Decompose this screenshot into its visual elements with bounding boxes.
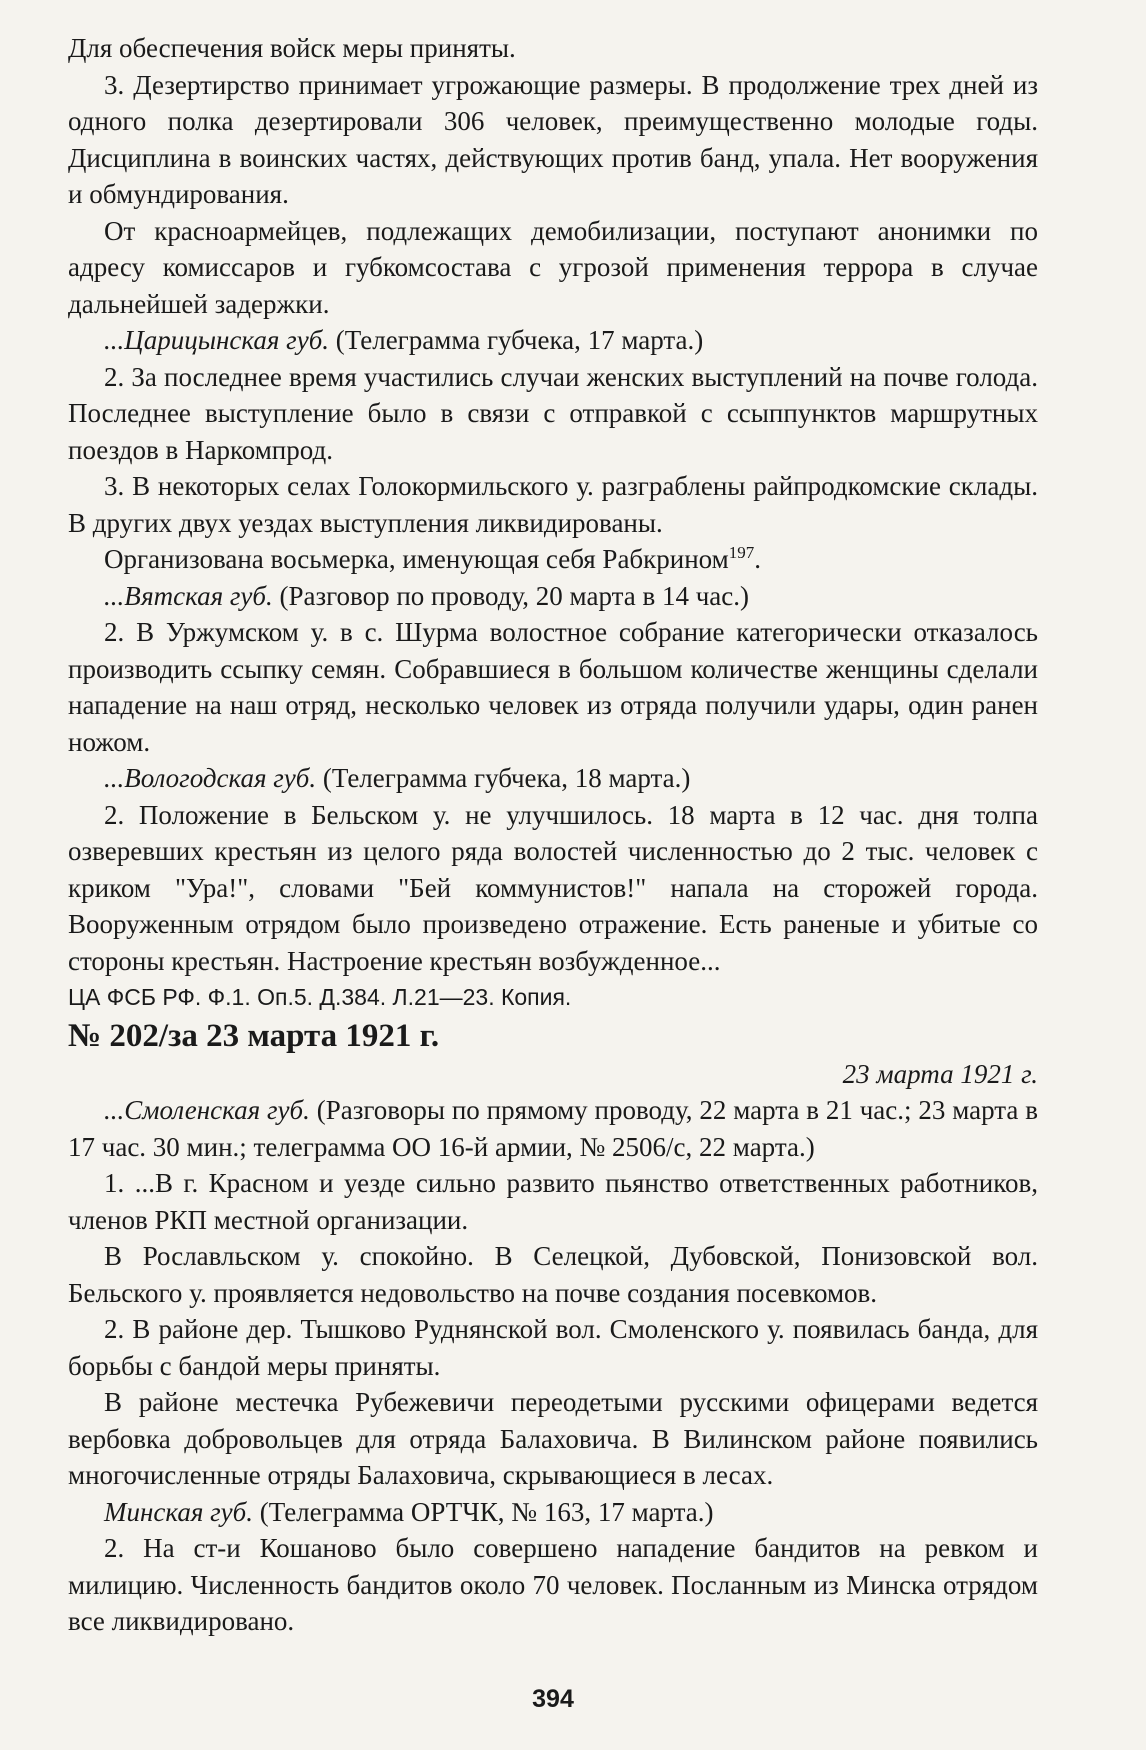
region-heading-smolensk <box>68 1092 1038 1165</box>
region-source: (Разговор по проводу, 20 марта в 14 час.) <box>272 580 749 611</box>
archive-reference: ЦА ФСБ РФ. Ф.1. Оп.5. Д.384. Л.21—23. Копия. <box>68 984 572 1010</box>
paragraph: От красноармейцев, подлежащих демобилизации, поступают анонимки по адресу комиссаров и губкомсостава с угрозой применения террора в случае дальнейшей задержки. <box>68 215 1038 319</box>
page-number: 394 <box>532 1685 574 1713</box>
paragraph: 3. В некоторых селах Голокормильского у. разграблены райпродкомские склады. В других двух уездах выступления ликвидированы. <box>68 471 1038 538</box>
document-title: № 202/за 23 марта 1921 г. <box>68 1017 440 1054</box>
region-label: ...Смоленская губ. <box>104 1095 310 1125</box>
region-label: Минская губ. <box>104 1496 253 1527</box>
region-heading-vologda <box>68 760 1038 797</box>
paragraph: 1. ...В г. Красном и уезде сильно развито пьянство ответственных работников, членов РКП местной организации. <box>68 1168 1038 1235</box>
region-heading-minsk <box>68 1494 1038 1531</box>
paragraph <box>68 541 1038 578</box>
paragraph: 3. Дезертирство принимает угрожающие размеры. В продолжение трех дней из одного полка дезертировали 306 человек, преимущественно молодые годы. Дисциплина в воинских частях, действующих против банд, упала. Нет вооружения и обмундирования. <box>68 69 1038 209</box>
paragraph: 2. В Уржумском у. в с. Шурма волостное собрание категорически отказалось производить ссыпку семян. Собравшиеся в большом количестве женщины сделали нападение на наш отряд, несколько человек из отряда получили удары, один ранен ножом. <box>68 617 1038 757</box>
paragraph: Для обеспечения войск меры приняты. <box>68 33 516 63</box>
region-label: ...Вологодская губ. <box>104 763 317 793</box>
footnote-ref: 197 <box>728 543 755 562</box>
region-heading-vyatka <box>68 578 1038 615</box>
paragraph: В Рославльском у. спокойно. В Селецкой, Дубовской, Понизовской вол. Бельского у. проявляется недовольство на почве создания посевкомов. <box>68 1241 1038 1308</box>
region-source: (Телеграмма ОРТЧК, № 163, 17 марта.) <box>252 1496 714 1527</box>
paragraph: В районе местечка Рубежевичи переодетыми русскими офицерами ведется вербовка добровольцев для отряда Балаховича. В Вилинском районе появились многочисленные отряды Балаховича, скрывающиеся в лесах. <box>68 1387 1038 1490</box>
paragraph-end: . <box>754 544 762 574</box>
region-source: (Телеграмма губчека, 18 марта.) <box>316 763 691 793</box>
document-page <box>68 30 1038 1720</box>
region-source: (Разговоры по прямому проводу, 22 марта в 21 час.; 23 марта в 17 час. 30 мин.; телеграмма ОО 16-й армии, № 2506/с, 22 марта.) <box>68 1095 1038 1162</box>
region-label: ...Царицынская губ. <box>104 325 330 355</box>
region-source: (Телеграмма губчека, 17 марта.) <box>329 325 704 355</box>
region-heading-tsaritsyn <box>68 322 1038 359</box>
paragraph: 2. Положение в Бельском у. не улучшилось. 18 марта в 12 час. дня толпа озверевших крестьян из целого ряда волостей численностью до 2 тыс. человек с криком "Ура!", словами "Бей коммунистов!" напала на сторожей города. Вооруженным отрядом было произведено отражение. Есть раненые и убитые со стороны крестьян. Настроение крестьян возбужденное... <box>68 799 1038 976</box>
region-label: ...Вятская губ. <box>104 580 273 611</box>
paragraph: 2. На ст-и Кошаново было совершено нападение бандитов на ревком и милицию. Численность бандитов около 70 человек. Посланным из Минска отрядом все ликвидировано. <box>68 1533 1038 1636</box>
paragraph: 2. За последнее время участились случаи женских выступлений на почве голода. Последнее выступление было в связи с отправкой с ссыппунктов маршрутных поездов в Наркомпрод. <box>68 361 1038 465</box>
document-body <box>68 30 1038 1640</box>
paragraph: 2. В районе дер. Тышково Руднянской вол. Смоленского у. появилась банда, для борьбы с бандой меры приняты. <box>68 1314 1038 1381</box>
document-date: 23 марта 1921 г. <box>842 1058 1038 1089</box>
paragraph-text: Организована восьмерка, именующая себя Рабкрином <box>104 544 729 574</box>
